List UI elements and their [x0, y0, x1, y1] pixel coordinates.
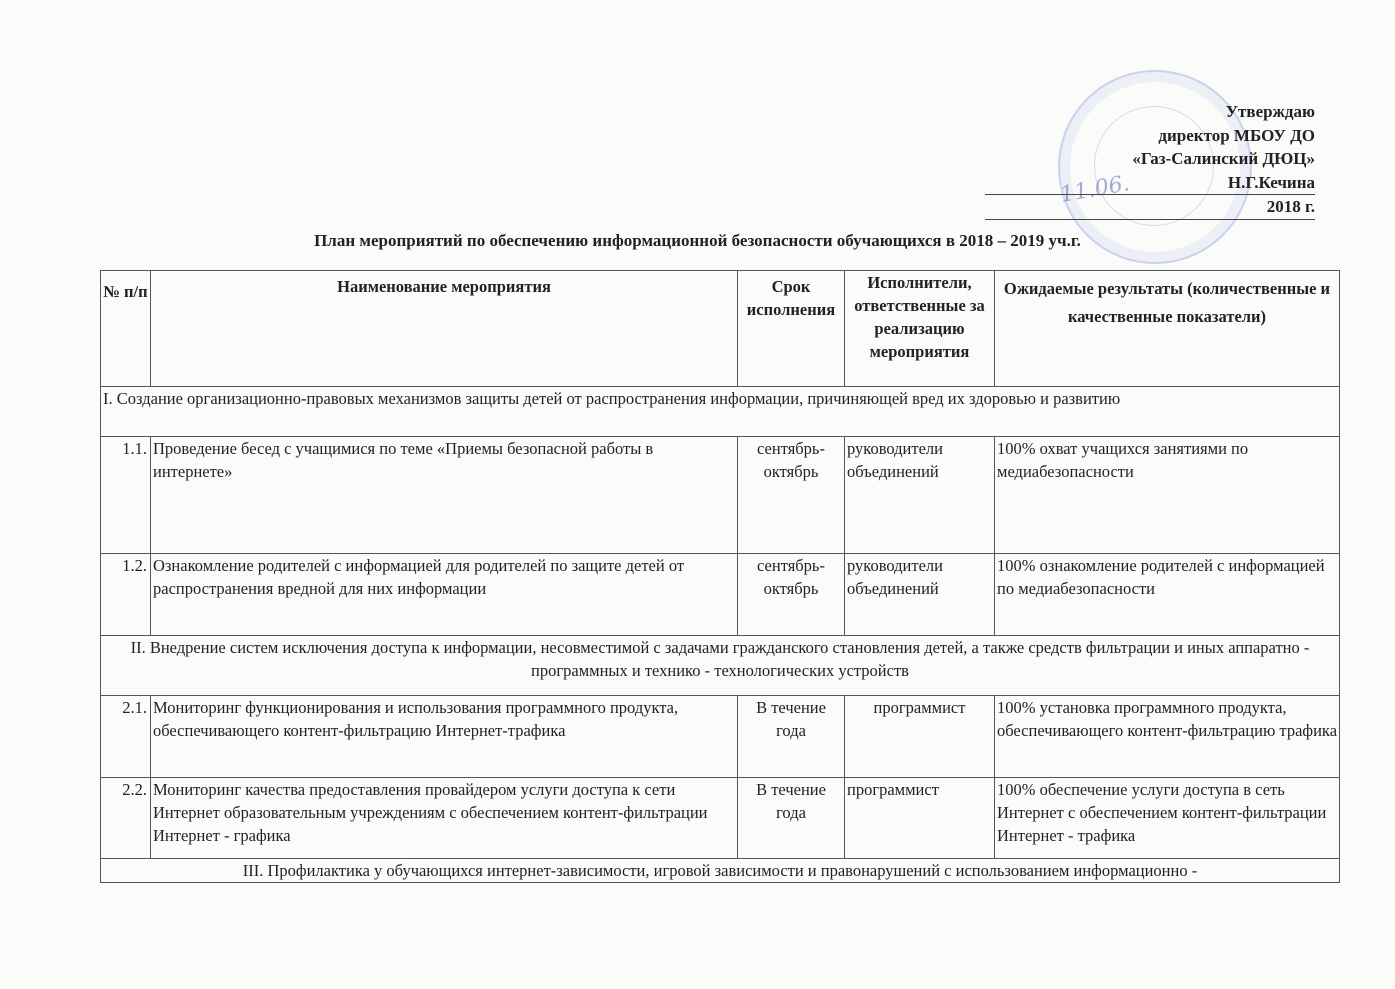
row-result: 100% охват учащихся занятиями по медиабезопасности — [995, 437, 1340, 554]
section-title: I. Создание организационно-правовых механизмов защиты детей от распространения информации, причиняющей вред их здоровью и развитию — [101, 387, 1340, 437]
section-row — [101, 636, 1340, 696]
header-exec: Исполнители, ответственные за реализацию мероприятия — [845, 271, 995, 387]
approval-line-3: «Газ-Салинский ДЮЦ» — [1132, 149, 1315, 168]
approval-block — [985, 100, 1315, 220]
row-name: Ознакомление родителей с информацией для родителей по защите детей от распространения вредной для них информации — [151, 554, 738, 636]
section-title: II. Внедрение систем исключения доступа к информации, несовместимой с задачами гражданского становления детей, а также средств фильтрации и иных аппаратно - программных и технико - технологических устройств — [101, 636, 1340, 696]
table-row — [101, 778, 1340, 859]
plan-table — [100, 270, 1340, 883]
row-result: 100% обеспечение услуги доступа в сеть Интернет с обеспечением контент-фильтрации Интернет - трафика — [995, 778, 1340, 859]
row-term: сентябрь-октябрь — [738, 437, 845, 554]
row-exec: руководители объединений — [845, 437, 995, 554]
header-num: № п/п — [101, 271, 151, 387]
row-num: 2.2. — [101, 778, 151, 859]
row-exec: руководители объединений — [845, 554, 995, 636]
row-term: сентябрь-октябрь — [738, 554, 845, 636]
approval-signature: Н.Г.Кечина — [985, 171, 1315, 196]
header-name: Наименование мероприятия — [151, 271, 738, 387]
header-row — [101, 271, 1340, 387]
row-exec: программист — [845, 778, 995, 859]
row-exec: программист — [845, 696, 995, 778]
row-result: 100% установка программного продукта, обеспечивающего контент-фильтрацию трафика — [995, 696, 1340, 778]
row-name: Мониторинг функционирования и использования программного продукта, обеспечивающего контент-фильтрацию Интернет-трафика — [151, 696, 738, 778]
section-row — [101, 859, 1340, 883]
table-row — [101, 437, 1340, 554]
approval-line-2: директор МБОУ ДО — [1158, 125, 1315, 145]
section-title: III. Профилактика у обучающихся интернет-зависимости, игровой зависимости и правонарушений с использованием информационно - — [101, 859, 1340, 883]
document-title: План мероприятий по обеспечению информационной безопасности обучающихся в 2018 – 2019 уч.г. — [314, 231, 1081, 250]
table-row — [101, 696, 1340, 778]
row-name: Проведение бесед с учащимися по теме «Приемы безопасной работы в интернете» — [151, 437, 738, 554]
row-num: 2.1. — [101, 696, 151, 778]
section-row — [101, 387, 1340, 437]
approval-date: 2018 г. — [985, 195, 1315, 220]
header-term: Срок исполнения — [738, 271, 845, 387]
row-result: 100% ознакомление родителей с информацией по медиабезопасности — [995, 554, 1340, 636]
approval-line-1: Утверждаю — [1225, 102, 1315, 121]
row-term: В течение года — [738, 778, 845, 859]
handwritten-date: 11.06. — [1058, 171, 1132, 208]
row-name: Мониторинг качества предоставления провайдером услуги доступа к сети Интернет образовательным учреждениям с обеспечением контент-фильтрации Интернет - графика — [151, 778, 738, 859]
header-result: Ожидаемые результаты (количественные и качественные показатели) — [995, 271, 1340, 387]
row-num: 1.1. — [101, 437, 151, 554]
row-num: 1.2. — [101, 554, 151, 636]
row-term: В течение года — [738, 696, 845, 778]
table-row — [101, 554, 1340, 636]
